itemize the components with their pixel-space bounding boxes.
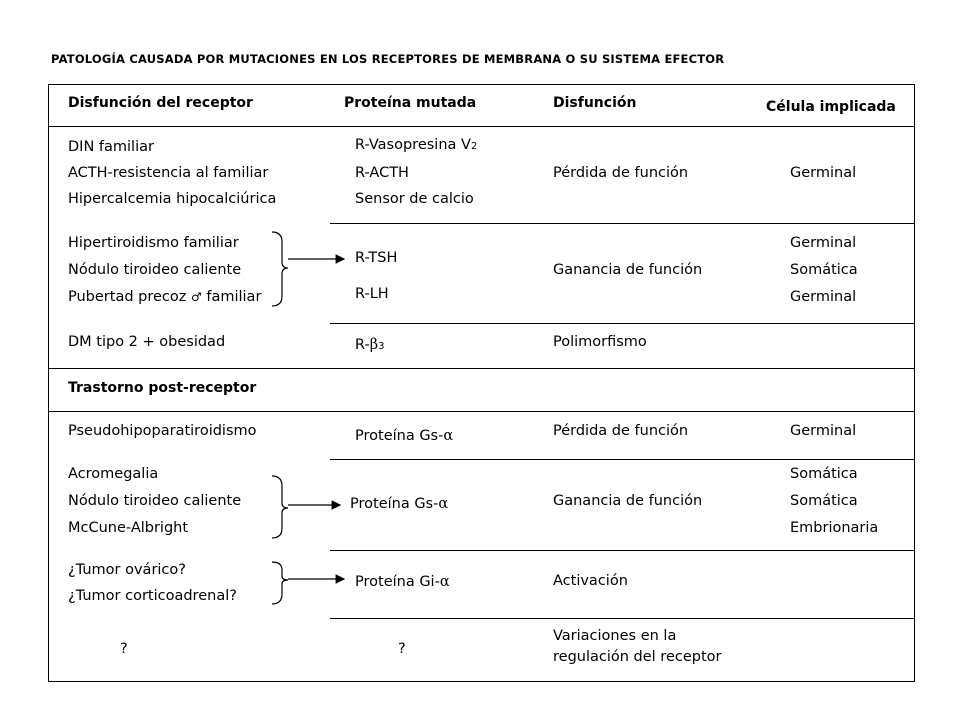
beta-symbol: β	[369, 337, 379, 353]
cell-label: Somática	[790, 466, 858, 482]
dysfunction-label: Polimorfismo	[553, 334, 647, 350]
disease-text: familiar	[206, 289, 262, 305]
disease-label: Hipertiroidismo familiar	[68, 235, 239, 251]
cell-label: Somática	[790, 262, 858, 278]
dysfunction-label: Activación	[553, 573, 628, 589]
disease-label: ACTH-resistencia al familiar	[68, 165, 269, 181]
alpha-symbol: α	[438, 496, 449, 512]
cell-label: Germinal	[790, 235, 857, 251]
protein-text: R-	[355, 337, 370, 353]
disease-label: Nódulo tiroideo caliente	[68, 493, 242, 509]
disease-label: ¿Tumor corticoadrenal?	[68, 588, 237, 604]
protein-label: R-LH	[355, 286, 389, 302]
disease-text: Pubertad precoz	[68, 289, 187, 305]
alpha-symbol: α	[443, 428, 454, 444]
protein-subscript: 3	[378, 341, 385, 352]
header-dysfunction: Disfunción	[553, 95, 637, 111]
dysfunction-label: Ganancia de función	[553, 262, 703, 278]
protein-label: Sensor de calcio	[355, 191, 474, 207]
header-mutated-protein: Proteína mutada	[344, 95, 477, 111]
protein-text: Proteína Gs-	[355, 428, 444, 444]
bracket-g5	[272, 476, 340, 538]
cell-label: Germinal	[790, 289, 857, 305]
dysfunction-label: regulación del receptor	[553, 649, 722, 665]
disease-label: McCune-Albright	[68, 520, 189, 536]
section-title-post-receptor: Trastorno post-receptor	[68, 380, 257, 396]
protein-label: R-ACTH	[355, 165, 409, 181]
protein-text: Proteína Gs-	[350, 496, 439, 512]
header-receptor-dysfunction: Disfunción del receptor	[68, 95, 253, 111]
cell-label: Embrionaria	[790, 520, 879, 536]
cell-label: Somática	[790, 493, 858, 509]
disease-label: Hipercalcemia hipocalciúrica	[68, 191, 277, 207]
dysfunction-label: Pérdida de función	[553, 165, 689, 181]
disease-label: Pseudohipoparatiroidismo	[68, 423, 257, 439]
protein-subscript: 2	[470, 141, 478, 152]
protein-text: R-Vasopresina V	[355, 137, 471, 153]
dysfunction-label: Pérdida de función	[553, 423, 689, 439]
unknown-protein: ?	[398, 641, 406, 657]
cell-label: Germinal	[790, 423, 857, 439]
cell-label: Germinal	[790, 165, 857, 181]
male-symbol-icon: ♂	[190, 290, 202, 304]
bracket-g2	[272, 232, 344, 306]
disease-label: DIN familiar	[68, 139, 154, 155]
header-cell-involved: Célula implicada	[766, 99, 896, 115]
unknown-disease: ?	[120, 641, 128, 657]
protein-text: Proteína Gi-	[355, 574, 440, 590]
disease-label: Nódulo tiroideo caliente	[68, 262, 242, 278]
alpha-symbol: α	[439, 574, 450, 590]
page-title: PATOLOGÍA CAUSADA POR MUTACIONES EN LOS RECEPTORES DE MEMBRANA O SU SISTEMA EFECTOR	[51, 52, 725, 66]
bracket-g6	[272, 562, 344, 604]
disease-label: Acromegalia	[68, 466, 159, 482]
dysfunction-label: Variaciones en la	[553, 628, 677, 644]
protein-label: R-TSH	[355, 250, 398, 266]
disease-label: DM tipo 2 + obesidad	[68, 334, 226, 350]
dysfunction-label: Ganancia de función	[553, 493, 703, 509]
disease-label: ¿Tumor ovárico?	[68, 562, 186, 578]
